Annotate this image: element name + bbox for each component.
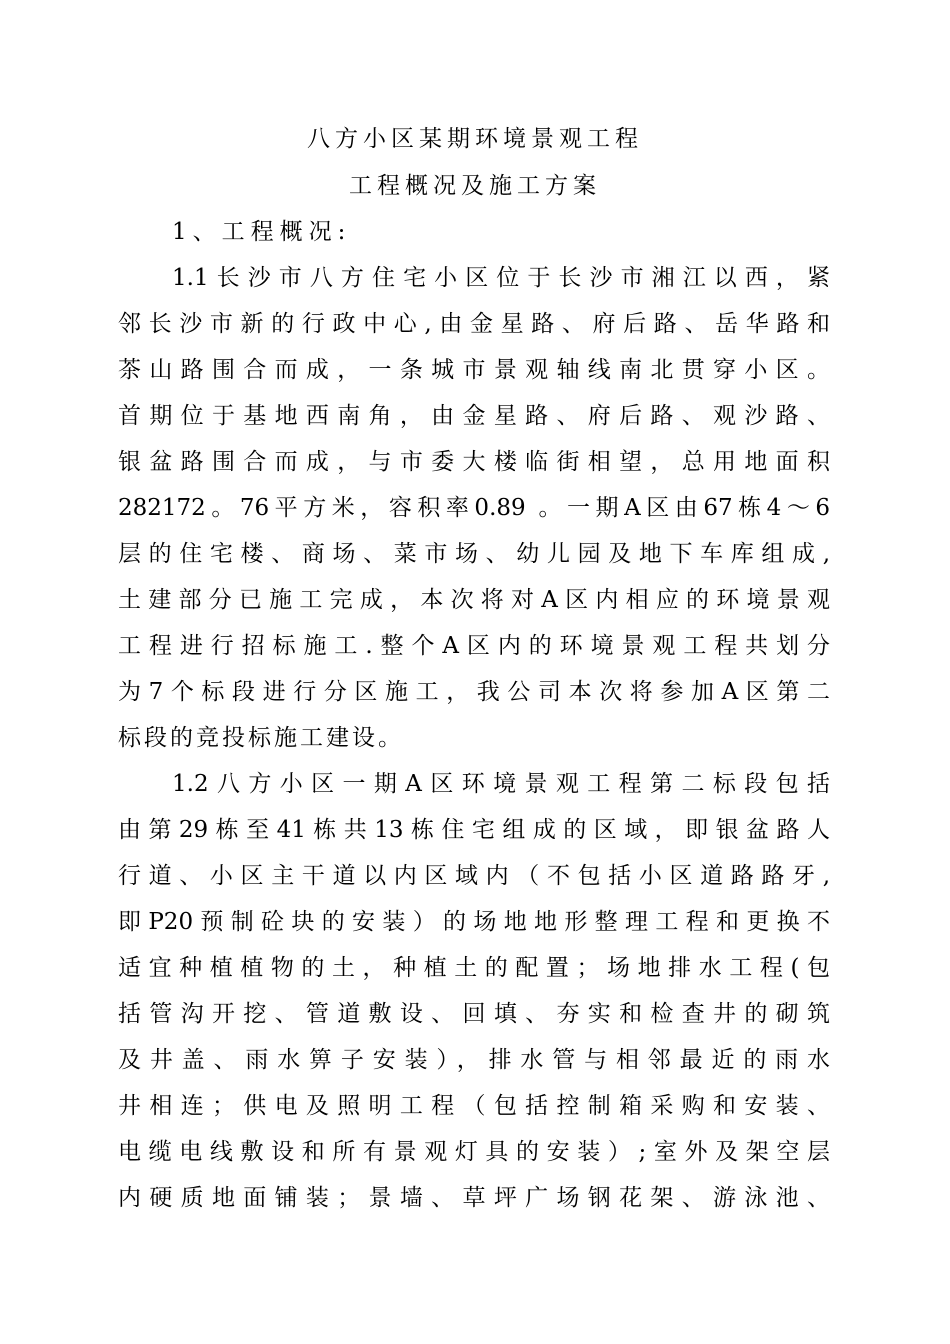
paragraph-line: 茶山路围合而成，一条城市景观轴线南北贯穿小区。 bbox=[118, 357, 830, 383]
paragraph-line: 由第29栋至41栋共13栋住宅组成的区域，即银盆路人 bbox=[118, 817, 830, 843]
paragraph-line: 首期位于基地西南角，由金星路、府后路、观沙路、 bbox=[118, 403, 830, 429]
paragraph-line: 括管沟开挖、管道敷设、回填、夯实和检查井的砌筑 bbox=[118, 1001, 830, 1027]
paragraph-line: 电缆电线敷设和所有景观灯具的安装）;室外及架空层 bbox=[118, 1139, 830, 1165]
paragraph-line: 工程进行招标施工.整个A区内的环境景观工程共划分 bbox=[118, 633, 830, 659]
paragraph-line: 土建部分已施工完成，本次将对A区内相应的环境景观 bbox=[118, 587, 830, 613]
paragraph-line: 及井盖、雨水箅子安装），排水管与相邻最近的雨水 bbox=[118, 1047, 830, 1073]
section-heading: 1、工程概况: bbox=[172, 219, 352, 245]
paragraph-line: 为7个标段进行分区施工，我公司本次将参加A区第二 bbox=[118, 679, 830, 705]
paragraph-line: 标段的竞投标施工建设。 bbox=[118, 725, 404, 751]
paragraph-line: 1.1长沙市八方住宅小区位于长沙市湘江以西，紧 bbox=[172, 265, 830, 291]
paragraph-line: 层的住宅楼、商场、菜市场、幼儿园及地下车库组成, bbox=[118, 541, 830, 567]
paragraph-line: 适宜种植植物的土，种植土的配置；场地排水工程(包 bbox=[118, 955, 830, 981]
paragraph-line: 行道、小区主干道以内区域内（不包括小区道路路牙, bbox=[118, 863, 830, 889]
paragraph-line: 即P20预制砼块的安装）的场地地形整理工程和更换不 bbox=[118, 909, 830, 935]
paragraph-line: 邻长沙市新的行政中心,由金星路、府后路、岳华路和 bbox=[118, 311, 830, 337]
document-subtitle: 工程概况及施工方案 bbox=[349, 173, 601, 199]
paragraph-line: 井相连；供电及照明工程（包括控制箱采购和安装、 bbox=[118, 1093, 830, 1119]
paragraph-line: 内硬质地面铺装；景墙、草坪广场钢花架、游泳池、 bbox=[118, 1185, 830, 1211]
paragraph-line: 1.2八方小区一期A区环境景观工程第二标段包括 bbox=[172, 771, 830, 797]
document-title: 八方小区某期环境景观工程 bbox=[307, 126, 643, 152]
paragraph-line: 银盆路围合而成，与市委大楼临街相望，总用地面积 bbox=[118, 449, 830, 475]
paragraph-line: 282172。76平方米，容积率0.89 。一期A区由67栋4～6 bbox=[118, 495, 830, 521]
